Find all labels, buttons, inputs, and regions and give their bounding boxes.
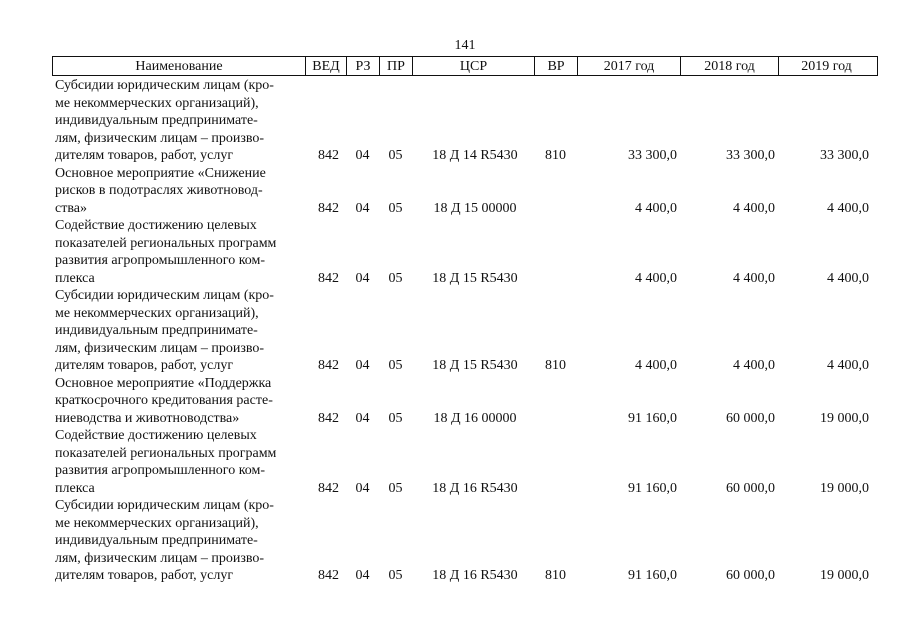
row-name-line: Содействие достижению целевых — [55, 218, 257, 233]
row-rz: 04 — [355, 200, 370, 216]
table-body — [52, 77, 878, 585]
row-csr: 18 Д 16 R5430 — [432, 480, 518, 496]
row-2018: 60 000,0 — [726, 568, 775, 583]
row-ved: 842 — [318, 358, 339, 373]
row-name-line: плекса — [55, 270, 95, 286]
row-2017: 91 160,0 — [628, 480, 677, 496]
row-rz: 04 — [355, 480, 370, 496]
header-pr: ПР — [380, 57, 413, 75]
table-header — [52, 56, 878, 76]
row-2019: 19 000,0 — [820, 568, 869, 583]
row-2019: 33 300,0 — [820, 148, 869, 163]
row-csr: 18 Д 16 R5430 — [432, 568, 518, 583]
row-name-line: ме некоммерческих организаций), — [55, 305, 259, 321]
row-rz: 04 — [355, 270, 370, 286]
row-name-line: развития агропромышленного ком- — [55, 253, 266, 268]
table-row — [52, 497, 878, 585]
row-csr: 18 Д 15 00000 — [433, 200, 517, 216]
row-2018: 4 400,0 — [733, 200, 775, 216]
row-vr: 810 — [545, 148, 566, 163]
row-2017: 4 400,0 — [635, 200, 677, 216]
header-csr: ЦСР — [413, 57, 535, 75]
row-pr: 05 — [388, 270, 403, 286]
row-name-line: Субсидии юридическим лицам (кро- — [55, 78, 274, 93]
row-ved: 842 — [318, 480, 339, 496]
header-name: Наименование — [53, 57, 306, 75]
row-name-line: лям, физическим лицам – произво- — [55, 130, 265, 146]
table-row — [52, 427, 878, 497]
row-name-line: индивидуальным предпринимате- — [55, 533, 258, 548]
row-rz: 04 — [355, 148, 370, 163]
row-csr: 18 Д 14 R5430 — [432, 148, 518, 163]
row-name — [52, 77, 305, 165]
row-2019: 4 400,0 — [827, 200, 869, 216]
row-ved: 842 — [318, 410, 339, 426]
table-row — [52, 287, 878, 375]
header-vr: ВР — [535, 57, 578, 75]
row-2018: 4 400,0 — [733, 358, 775, 373]
row-name-line: Содействие достижению целевых — [55, 428, 257, 443]
row-pr: 05 — [388, 480, 403, 496]
row-2019: 4 400,0 — [827, 358, 869, 373]
row-name-line: лям, физическим лицам – произво- — [55, 340, 265, 356]
row-name — [52, 375, 305, 428]
row-ved: 842 — [318, 270, 339, 286]
header-2017: 2017 год — [578, 57, 681, 75]
row-name-line: ме некоммерческих организаций), — [55, 95, 259, 111]
row-csr: 18 Д 16 00000 — [433, 410, 517, 426]
row-name — [52, 165, 305, 218]
row-name — [52, 287, 305, 375]
row-2018: 33 300,0 — [726, 148, 775, 163]
row-name-line: Субсидии юридическим лицам (кро- — [55, 288, 274, 303]
row-2019: 19 000,0 — [820, 410, 869, 426]
row-ved: 842 — [318, 568, 339, 583]
row-pr: 05 — [388, 358, 403, 373]
row-rz: 04 — [355, 358, 370, 373]
row-name-line: ства» — [55, 200, 87, 216]
row-name-line: индивидуальным предпринимате- — [55, 113, 258, 128]
header-rz: РЗ — [347, 57, 380, 75]
row-2018: 4 400,0 — [733, 270, 775, 286]
row-pr: 05 — [388, 568, 403, 583]
row-name-line: развития агропромышленного ком- — [55, 463, 266, 478]
row-vr: 810 — [545, 358, 566, 373]
table-row — [52, 165, 878, 218]
row-name-line: дителям товаров, работ, услуг — [55, 568, 234, 583]
row-name-line: Основное мероприятие «Снижение — [55, 165, 266, 181]
row-name-line: лям, физическим лицам – произво- — [55, 550, 265, 566]
row-ved: 842 — [318, 200, 339, 216]
row-name — [52, 497, 305, 585]
row-pr: 05 — [388, 410, 403, 426]
row-vr: 810 — [545, 568, 566, 583]
header-ved: ВЕД — [306, 57, 347, 75]
row-name-line: плекса — [55, 480, 95, 496]
row-name-line: показателей региональных программ — [55, 235, 277, 251]
row-2017: 91 160,0 — [628, 410, 677, 426]
row-name-line: показателей региональных программ — [55, 445, 277, 461]
row-2019: 4 400,0 — [827, 270, 869, 286]
row-name — [52, 427, 305, 497]
header-2018: 2018 год — [681, 57, 779, 75]
row-name-line: ниеводства и животноводства» — [55, 410, 240, 426]
row-name-line: ме некоммерческих организаций), — [55, 515, 259, 531]
row-2017: 91 160,0 — [628, 568, 677, 583]
row-2018: 60 000,0 — [726, 480, 775, 496]
row-name-line: дителям товаров, работ, услуг — [55, 148, 234, 163]
row-pr: 05 — [388, 200, 403, 216]
row-csr: 18 Д 15 R5430 — [432, 270, 518, 286]
row-name — [52, 217, 305, 287]
row-2017: 4 400,0 — [635, 270, 677, 286]
table-row — [52, 375, 878, 428]
row-2017: 33 300,0 — [628, 148, 677, 163]
row-name-line: краткосрочного кредитования расте- — [55, 393, 273, 408]
table-row — [52, 217, 878, 287]
row-ved: 842 — [318, 148, 339, 163]
row-2019: 19 000,0 — [820, 480, 869, 496]
row-name-line: Основное мероприятие «Поддержка — [55, 375, 272, 391]
row-pr: 05 — [388, 148, 403, 163]
row-rz: 04 — [355, 410, 370, 426]
row-2017: 4 400,0 — [635, 358, 677, 373]
header-2019: 2019 год — [801, 59, 852, 74]
page-number: 141 — [454, 38, 476, 53]
row-name-line: индивидуальным предпринимате- — [55, 323, 258, 338]
row-csr: 18 Д 15 R5430 — [432, 358, 518, 373]
row-rz: 04 — [355, 568, 370, 583]
row-name-line: дителям товаров, работ, услуг — [55, 358, 234, 373]
row-name-line: рисков в подотраслях животновод- — [55, 183, 263, 198]
row-2018: 60 000,0 — [726, 410, 775, 426]
table-row — [52, 77, 878, 165]
row-name-line: Субсидии юридическим лицам (кро- — [55, 498, 274, 513]
